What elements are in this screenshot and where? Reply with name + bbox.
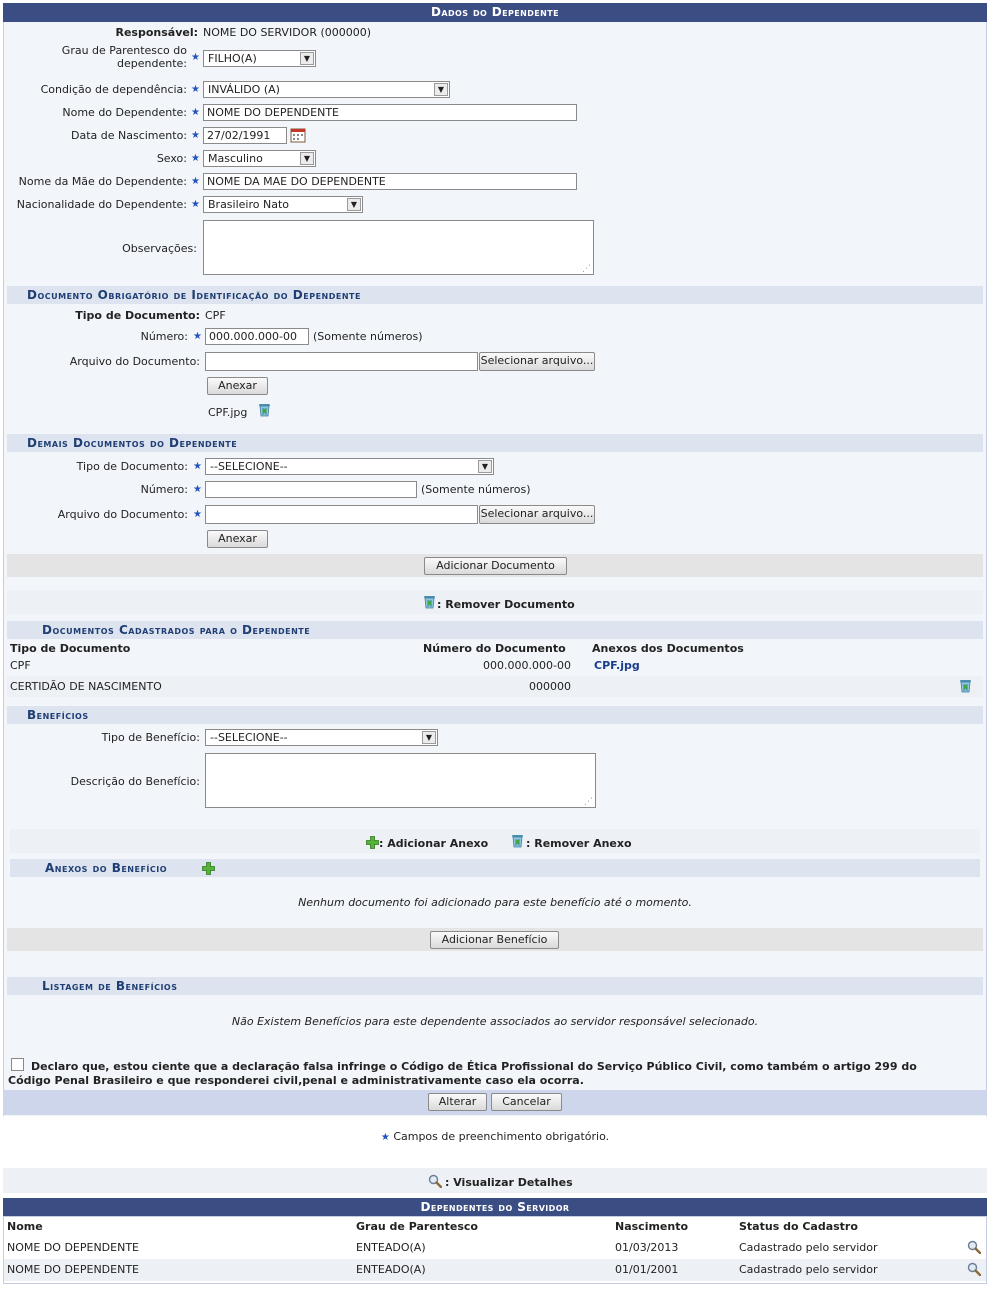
cell-tipo: CERTIDÃO DE NASCIMENTO	[10, 680, 162, 693]
select-file-button[interactable]: Selecionar arquivo...	[479, 352, 595, 371]
table-row	[7, 676, 983, 697]
resize-grip-icon[interactable]: ⋰	[584, 797, 593, 807]
responsavel-label: Responsável:	[115, 26, 198, 39]
mae-input[interactable]: NOME DA MAE DO DEPENDENTE	[203, 173, 577, 190]
attached-file-name: CPF.jpg	[208, 406, 248, 419]
tipo-doc-value: CPF	[205, 309, 226, 322]
docs-cadastrados-header: Documentos Cadastrados para o Dependente	[7, 621, 983, 639]
cell-grau: ENTEADO(A)	[356, 1241, 426, 1254]
nascimento-input[interactable]: 27/02/1991	[203, 127, 287, 144]
anexos-beneficio-header	[10, 859, 980, 877]
declaracao-text-line1: Declaro que, estou ciente que a declaração falsa infringe o Código de Ética Profissional do Serviço Público Civil, como também o artigo 299 do	[31, 1060, 917, 1073]
required-star: ★	[191, 107, 200, 118]
demais-numero-hint: (Somente números)	[421, 483, 531, 496]
tipo-beneficio-label: Tipo de Benefício:	[101, 731, 200, 744]
resize-grip-icon[interactable]: ⋰	[582, 264, 591, 274]
required-star: ★	[191, 84, 200, 95]
nascimento-label: Data de Nascimento:	[70, 129, 187, 142]
nacionalidade-select[interactable]	[203, 196, 363, 213]
tipo-doc-label: Tipo de Documento:	[75, 309, 200, 322]
cell-nome: NOME DO DEPENDENTE	[7, 1241, 139, 1254]
demais-tipo-label: Tipo de Documento:	[76, 460, 188, 473]
declaracao-text-line2: Código Penal Brasileiro e que responderei civil,penal e administrativamente caso ela ocorra.	[8, 1074, 584, 1087]
listagem-beneficios-header: Listagem de Benefícios	[7, 977, 983, 995]
chevron-down-icon: ▼	[422, 731, 436, 744]
required-star: ★	[191, 176, 200, 187]
cell-numero: 000000	[529, 680, 571, 693]
grau-label-line2: dependente:	[117, 57, 187, 70]
required-note-text: Campos de preenchimento obrigatório.	[393, 1130, 610, 1143]
anexar-button[interactable]: Anexar	[207, 377, 268, 395]
demais-docs-header: Demais Documentos do Dependente	[7, 434, 983, 452]
cpf-numero-input[interactable]: 000.000.000-00	[205, 328, 309, 345]
cell-tipo: CPF	[10, 659, 31, 672]
adicionar-beneficio-button[interactable]: Adicionar Benefício	[430, 931, 559, 949]
legend-bar	[10, 829, 980, 853]
required-star: ★	[193, 484, 202, 495]
col-nome: Nome	[7, 1220, 43, 1233]
col-anexos-documentos: Anexos dos Documentos	[592, 642, 744, 655]
sexo-label: Sexo:	[156, 152, 187, 165]
demais-tipo-value: --SELECIONE--	[210, 460, 288, 473]
cell-status: Cadastrado pelo servidor	[739, 1263, 878, 1276]
anexos-empty-message: Nenhum documento foi adicionado para este benefício até o momento.	[298, 896, 692, 909]
demais-select-file-button[interactable]: Selecionar arquivo...	[479, 505, 595, 524]
demais-numero-input[interactable]	[205, 481, 417, 498]
nacionalidade-label: Nacionalidade do Dependente:	[16, 198, 187, 211]
chevron-down-icon: ▼	[434, 83, 448, 96]
table-row	[7, 656, 983, 676]
legend-remover-documento: : Remover Documento	[437, 598, 575, 611]
listagem-empty-message: Não Existem Benefícios para este dependente associados ao servidor responsável selecionado.	[231, 1015, 759, 1028]
condicao-value: INVÁLIDO (A)	[208, 83, 280, 96]
numero-label: Número:	[140, 330, 188, 343]
col-nascimento: Nascimento	[615, 1220, 689, 1233]
trash-icon[interactable]	[258, 403, 271, 417]
responsavel-value: NOME DO SERVIDOR (000000)	[203, 26, 372, 39]
required-star: ★	[380, 1132, 390, 1143]
descricao-beneficio-label: Descrição do Benefício:	[70, 775, 200, 788]
required-star: ★	[193, 509, 202, 520]
required-star: ★	[193, 461, 202, 472]
nacionalidade-value: Brasileiro Nato	[208, 198, 289, 211]
trash-icon	[511, 834, 524, 848]
alterar-button[interactable]: Alterar	[428, 1093, 487, 1111]
demais-arquivo-input[interactable]	[205, 505, 478, 524]
plus-icon[interactable]	[202, 862, 215, 875]
grau-parentesco-value: FILHO(A)	[208, 52, 257, 65]
declaracao-checkbox[interactable]	[11, 1058, 24, 1071]
nome-input[interactable]: NOME DO DEPENDENTE	[203, 104, 577, 121]
cell-nome: NOME DO DEPENDENTE	[7, 1263, 139, 1276]
cell-status: Cadastrado pelo servidor	[739, 1241, 878, 1254]
beneficios-header: Benefícios	[7, 706, 983, 724]
magnifier-icon[interactable]	[967, 1262, 981, 1276]
magnifier-icon[interactable]	[967, 1240, 981, 1254]
observacoes-textarea[interactable]	[203, 220, 594, 275]
legend-remover-anexo: : Remover Anexo	[526, 837, 632, 850]
chevron-down-icon: ▼	[478, 460, 492, 473]
grau-label-line1: Grau de Parentesco do	[61, 44, 187, 57]
arquivo-label: Arquivo do Documento:	[69, 355, 200, 368]
trash-icon	[423, 595, 436, 609]
demais-numero-label: Número:	[140, 483, 188, 496]
required-star: ★	[191, 52, 200, 63]
col-tipo-documento: Tipo de Documento	[10, 642, 131, 655]
cell-numero: 000.000.000-00	[483, 659, 571, 672]
cell-grau: ENTEADO(A)	[356, 1263, 426, 1276]
chevron-down-icon: ▼	[300, 52, 314, 65]
trash-icon[interactable]	[959, 679, 972, 693]
required-star: ★	[193, 331, 202, 342]
legend-adicionar-anexo: : Adicionar Anexo	[379, 837, 489, 850]
descricao-beneficio-textarea[interactable]	[205, 753, 596, 808]
tipo-beneficio-value: --SELECIONE--	[210, 731, 288, 744]
demais-tipo-select[interactable]	[205, 458, 494, 475]
cpf-jpg-link[interactable]: CPF.jpg	[594, 659, 640, 672]
mae-label: Nome da Mãe do Dependente:	[18, 175, 187, 188]
chevron-down-icon: ▼	[347, 198, 361, 211]
col-numero-documento: Número do Documento	[423, 642, 566, 655]
adicionar-documento-button[interactable]: Adicionar Documento	[424, 557, 567, 575]
cell-nascimento: 01/01/2001	[615, 1263, 679, 1276]
table-row	[4, 1259, 986, 1281]
demais-anexar-button[interactable]: Anexar	[207, 530, 268, 548]
required-note	[0, 1130, 990, 1143]
plus-icon	[366, 836, 379, 849]
grau-parentesco-select[interactable]	[203, 50, 316, 67]
chevron-down-icon: ▼	[300, 152, 314, 165]
condicao-select[interactable]	[203, 81, 450, 98]
cancelar-button[interactable]: Cancelar	[491, 1093, 562, 1111]
observacoes-label: Observações:	[122, 242, 197, 255]
calendar-icon[interactable]	[290, 127, 306, 143]
dependentes-header: Dependentes do Servidor	[3, 1198, 987, 1216]
table-row	[4, 1237, 986, 1259]
form-header: Dados do Dependente	[3, 3, 987, 22]
visualizar-legend: : Visualizar Detalhes	[445, 1176, 573, 1189]
condicao-label: Condição de dependência:	[40, 83, 187, 96]
tipo-beneficio-select[interactable]	[205, 729, 438, 746]
arquivo-input[interactable]	[205, 352, 478, 371]
required-star: ★	[191, 199, 200, 210]
sexo-value: Masculino	[208, 152, 263, 165]
anexos-beneficio-title: Anexos do Benefício	[45, 861, 168, 875]
col-grau: Grau de Parentesco	[356, 1220, 478, 1233]
cell-nascimento: 01/03/2013	[615, 1241, 679, 1254]
magnifier-icon	[428, 1174, 442, 1188]
nome-label: Nome do Dependente:	[62, 106, 187, 119]
numero-hint: (Somente números)	[313, 330, 423, 343]
required-star: ★	[191, 130, 200, 141]
col-status: Status do Cadastro	[739, 1220, 858, 1233]
doc-obrigatorio-header: Documento Obrigatório de Identificação do Dependente	[7, 286, 983, 304]
demais-arquivo-label: Arquivo do Documento:	[57, 508, 188, 521]
required-star: ★	[191, 153, 200, 164]
sexo-select[interactable]	[203, 150, 316, 167]
